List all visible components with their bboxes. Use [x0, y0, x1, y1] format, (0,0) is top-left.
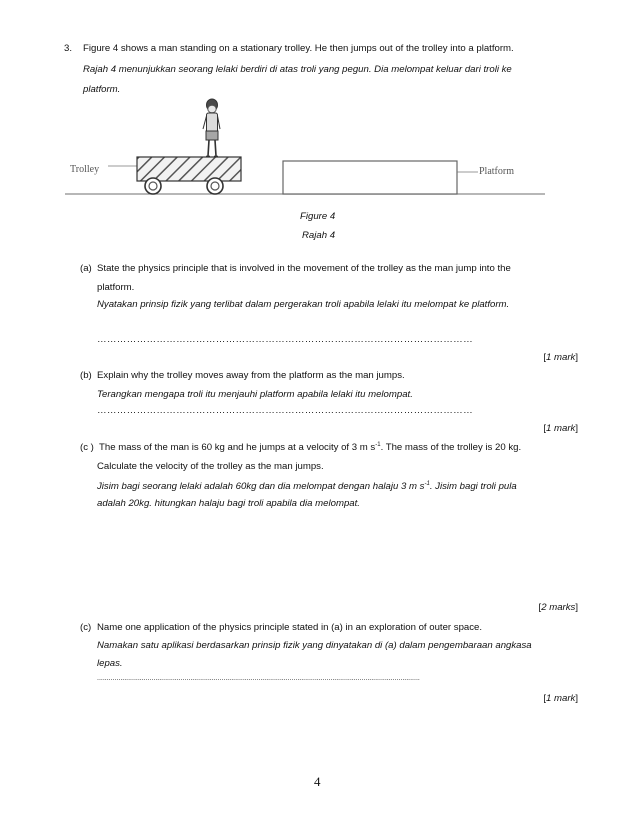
question-stem-malay-line2: platform. — [83, 84, 121, 95]
part-a-label: (a) — [80, 263, 92, 274]
part-c2-question: Name one application of the physics principle stated in (a) in an exploration of outer space. — [97, 622, 483, 633]
trolley-wheel-left — [145, 178, 161, 194]
trolley-wheel-right — [207, 178, 223, 194]
part-c1-working-space[interactable] — [97, 518, 577, 596]
part-b-question: Explain why the trolley moves away from the platform as the man jumps. — [97, 370, 405, 381]
part-c2-marks: [1 mark] — [543, 693, 578, 704]
part-c2-label: (c) — [80, 622, 92, 633]
platform-block — [283, 161, 457, 194]
part-c2-answer-line[interactable]: ...................................................................................................................................................................... — [97, 675, 420, 682]
figure-caption-malay: Rajah 4 — [302, 230, 336, 241]
part-c1-question-malay-line2: adalah 20kg. hitungkan halaju bagi troli apabila dia melompat. — [97, 498, 360, 509]
part-a-marks: [1 mark] — [543, 352, 578, 363]
part-a-question-line1: State the physics principle that is involved in the movement of the trolley as the man jump into the — [97, 263, 511, 274]
platform-label: Platform — [479, 166, 514, 177]
part-c1-marks: [2 marks] — [538, 602, 578, 613]
part-c2-question-malay-line2: lepas. — [97, 658, 123, 669]
part-a-answer-line[interactable]: …………………………………………………………………………………………………… — [97, 334, 473, 345]
part-c1-question-line2: Calculate the velocity of the trolley as the man jumps. — [97, 461, 324, 472]
question-stem-malay-line1: Rajah 4 menunjukkan seorang lelaki berdiri di atas troli yang pegun. Dia melompat keluar dari troli ke — [83, 64, 512, 75]
part-c2-question-malay-line1: Namakan satu aplikasi berdasarkan prinsip fizik yang dinyatakan di (a) dalam pengembaraan angkasa — [97, 640, 532, 651]
part-b-label: (b) — [80, 370, 92, 381]
trolley-label: Trolley — [70, 164, 100, 175]
figure-caption-english: Figure 4 — [300, 211, 336, 222]
part-a-question-line2: platform. — [97, 282, 135, 293]
part-c1-question-line1: The mass of the man is 60 kg and he jumps at a velocity of 3 m $s^{-1}$. The mass of the trolley is 20 kg. — [99, 442, 522, 453]
man-figure — [203, 99, 220, 157]
figure-4-diagram — [60, 95, 560, 205]
page-number: 4 — [314, 774, 321, 789]
part-c1-question-malay-line1: Jisim bagi seorang lelaki adalah 60kg dan dia melompat dengan halaju 3 m $s^{-1}$. Jisim bagi troli pula — [97, 481, 517, 492]
part-a-question-malay: Nyatakan prinsip fizik yang terlibat dalam pergerakan troli apabila lelaki itu melompat ke platform. — [97, 299, 510, 310]
question-number: 3. — [64, 43, 73, 54]
part-b-question-malay: Terangkan mengapa troli itu menjauhi platform apabila lelaki itu melompat. — [97, 389, 413, 400]
part-b-marks: [1 mark] — [543, 423, 578, 434]
part-b-answer-line[interactable]: …………………………………………………………………………………………………… — [97, 405, 473, 416]
question-stem-english: Figure 4 shows a man standing on a stationary trolley. He then jumps out of the trolley into a platform. — [83, 43, 514, 54]
part-c1-label: (c ) — [80, 442, 94, 453]
